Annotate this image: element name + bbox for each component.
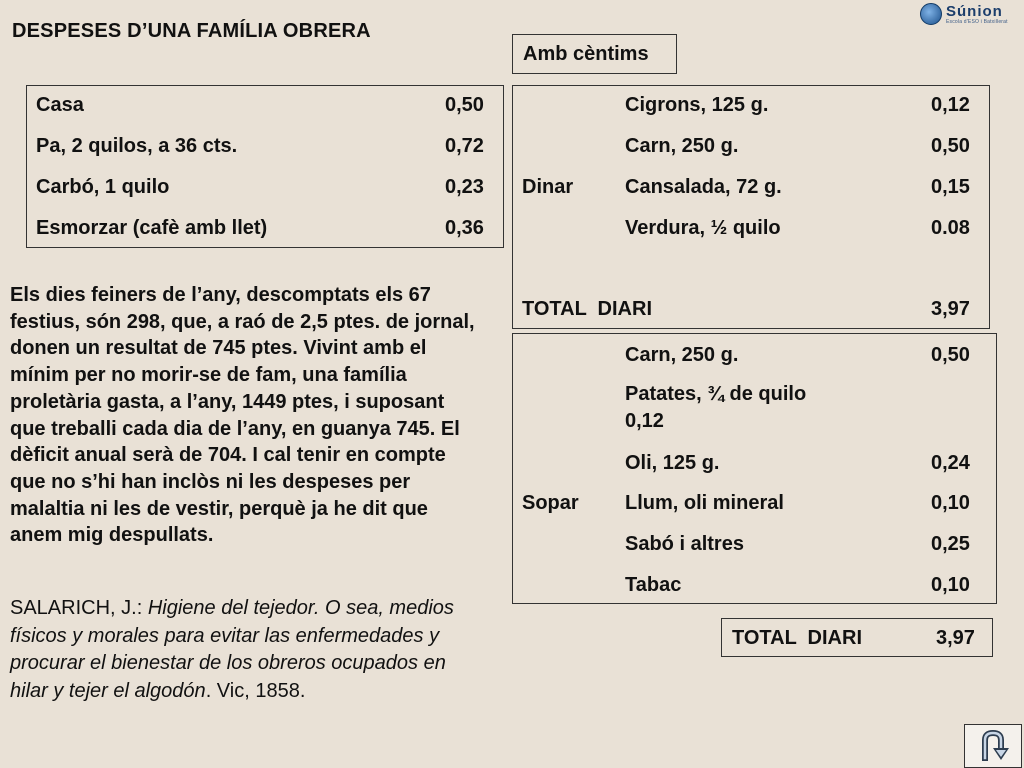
expense-value: 0,50 xyxy=(445,94,484,116)
logo-name: Súnion xyxy=(946,2,1003,20)
expense-item: Casa xyxy=(36,94,84,116)
sopar-value: 0,50 xyxy=(931,344,970,366)
dinar-value: 0,15 xyxy=(931,176,970,198)
expense-value: 0,36 xyxy=(445,217,484,239)
sopar-value: 0,24 xyxy=(931,452,970,474)
sopar-item: Oli, 125 g. xyxy=(625,452,720,474)
page-title: DESPESES D’UNA FAMÍLIA OBRERA xyxy=(12,20,371,42)
sopar-label: Sopar xyxy=(522,492,579,514)
sopar-item: Carn, 250 g. xyxy=(625,344,739,366)
amb-centims-label: Amb cèntims xyxy=(512,34,677,74)
return-button[interactable] xyxy=(964,724,1022,768)
dinar-value: 0,50 xyxy=(931,135,970,157)
citation-author: SALARICH, J.: xyxy=(10,597,148,619)
dinar-value: 0.08 xyxy=(931,217,970,239)
expense-item: Pa, 2 quilos, a 36 cts. xyxy=(36,135,238,157)
sopar-value: 0,25 xyxy=(931,533,970,555)
sopar-item-value: 0,12 xyxy=(625,410,664,432)
basic-expenses-table xyxy=(26,85,504,248)
dinar-item: Carn, 250 g. xyxy=(625,135,739,157)
sopar-item: Sabó i altres xyxy=(625,533,744,555)
grand-total-box xyxy=(721,618,993,657)
sopar-item: Llum, oli mineral xyxy=(625,492,784,514)
grand-total-label: TOTAL DIARI xyxy=(732,627,862,649)
u-turn-return-icon xyxy=(973,728,1013,764)
expense-value: 0,72 xyxy=(445,135,484,157)
description-paragraph: Els dies feiners de l’any, descomptats els 67 festius, són 298, que, a raó de 2,5 ptes. de jornal, donen un resultat de 745 ptes. Vivint amb el mínim per no morir-se de fam, una família proletària gasta, a l’any, 1449 ptes, i suposant que treballi cada dia de l’any, en guanya 745. El dèficit anual serà de 704. I cal tenir en compte que no s’hi han inclòs ni les despeses per malaltia ni les de vestir, perquè ja he dit que anem mig despullats. xyxy=(10,284,475,547)
expense-item: Esmorzar (cafè amb llet) xyxy=(36,217,268,239)
dinar-table xyxy=(512,85,990,329)
expense-item: Carbó, 1 quilo xyxy=(36,176,170,198)
logo-subtitle: Escola d'ESO i Batxillerat xyxy=(946,18,1008,25)
citation xyxy=(10,595,480,705)
dinar-item: Cigrons, 125 g. xyxy=(625,94,769,116)
globe-icon xyxy=(920,3,942,25)
dinar-label: Dinar xyxy=(522,176,574,198)
dinar-total-value: 3,97 xyxy=(931,298,970,320)
sopar-item: Tabac xyxy=(625,574,682,596)
dinar-item: Verdura, ½ quilo xyxy=(625,217,781,239)
sopar-table xyxy=(512,333,997,604)
grand-total-value: 3,97 xyxy=(936,627,975,649)
dinar-value: 0,12 xyxy=(931,94,970,116)
sopar-item: Patates, ¾ de quilo xyxy=(625,383,807,405)
dinar-item: Cansalada, 72 g. xyxy=(625,176,782,198)
sopar-value: 0,10 xyxy=(931,574,970,596)
dinar-total-label: TOTAL DIARI xyxy=(522,298,652,320)
expense-value: 0,23 xyxy=(445,176,484,198)
sunion-logo xyxy=(920,0,1024,28)
sopar-value: 0,10 xyxy=(931,492,970,514)
citation-work: Higiene del tejedor. O sea, medios físicos y morales para evitar las enfermedades y procurar el bienestar de los obreros ocupados en hilar y tejer el algodón xyxy=(10,597,454,702)
citation-end: . Vic, 1858. xyxy=(205,679,306,702)
